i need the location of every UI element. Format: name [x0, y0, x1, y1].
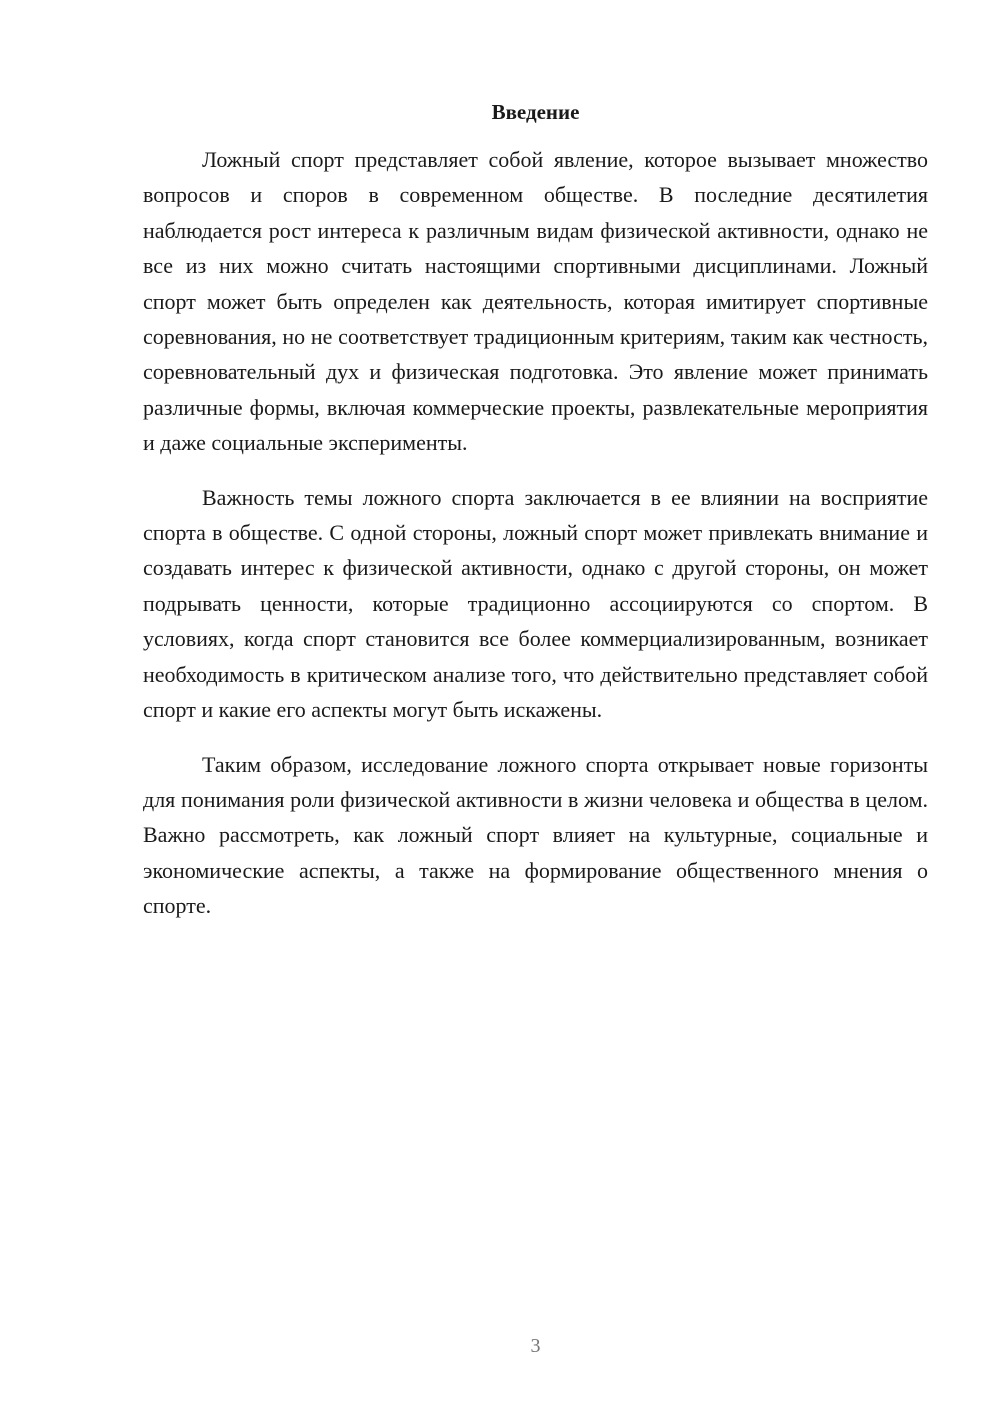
page-title: Введение: [491, 100, 580, 124]
page-number: 3: [530, 1335, 541, 1357]
document-body: [143, 142, 928, 924]
paragraph-3: Таким образом, исследование ложного спорта открывает новые горизонты для понимания роли физической активности в жизни человека и общества в целом. Важно рассмотреть, как ложный спорт влияет на культурные, социальные и экономические аспекты, а также на формирование общественного мнения о спорте.: [143, 751, 928, 919]
paragraph-2: Важность темы ложного спорта заключается в ее влиянии на восприятие спорта в обществе. С одной стороны, ложный спорт может привлекать внимание и создавать интерес к физической активности, однако с другой стороны, он может подрывать ценности, которые традиционно ассоциируются со спортом. В условиях, когда спорт становится все более коммерциализированным, возникает необходимость в критическом анализе того, что действительно представляет собой спорт и какие его аспекты могут быть искажены.: [143, 484, 928, 723]
paragraph-1: Ложный спорт представляет собой явление, которое вызывает множество вопросов и споров в современном обществе. В последние десятилетия наблюдается рост интереса к различным видам физической активности, однако не все из них можно считать настоящими спортивными дисциплинами. Ложный спорт может быть определен как деятельность, которая имитирует спортивные соревнования, но не соответствует традиционным критериям, таким как честность, соревновательный дух и физическая подготовка. Это явление может принимать различные формы, включая коммерческие проекты, развлекательные мероприятия и даже социальные эксперименты.: [143, 147, 928, 456]
